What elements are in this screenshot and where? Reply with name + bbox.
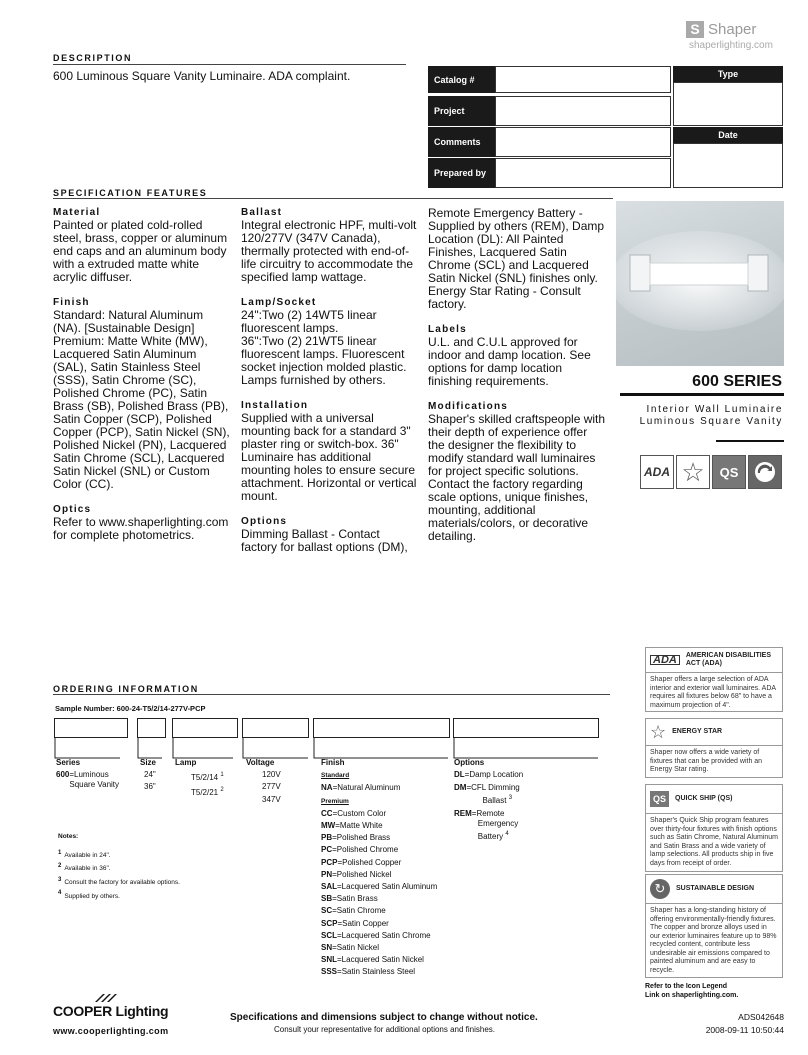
connector-lamp — [173, 738, 233, 758]
project-label-text: Project — [434, 106, 465, 116]
voltage-120: 120V — [262, 770, 281, 780]
quick-ship-info-title: QUICK SHIP (QS) — [675, 795, 733, 802]
lamp-t5-2-14: T5/2/14 — [191, 772, 219, 782]
optics-text: Refer to www.shaperlighting.com for complete photometrics. — [53, 515, 229, 542]
option-rem-line-3: Battery — [477, 831, 504, 841]
icon-legend-note-2[interactable]: Link on shaperlighting.com. — [645, 992, 739, 999]
shaper-logo-mark: S — [686, 21, 704, 38]
option-dm-code: DM — [454, 783, 467, 793]
description-heading: DESCRIPTION — [53, 53, 133, 63]
installation-title: Installation — [241, 400, 309, 411]
lamp-socket-title: Lamp/Socket — [241, 297, 317, 308]
voltage-select-box[interactable] — [242, 718, 309, 738]
finish-desc: =Lacquered Satin Aluminum — [337, 882, 438, 892]
lamp-heading: Lamp — [175, 758, 197, 767]
option-rem-line-1: =Remote — [471, 809, 505, 819]
connector-options — [454, 738, 598, 758]
recycle-arrow-icon — [753, 460, 777, 484]
project-input[interactable] — [495, 96, 671, 126]
quick-ship-info-icon: QS — [650, 791, 669, 808]
finish-desc: =Polished Copper — [337, 857, 402, 867]
series-rule — [620, 393, 784, 396]
options-heading: Options — [454, 758, 485, 767]
series-description: =Luminous Square Vanity — [69, 770, 120, 790]
spec-col-1 — [53, 207, 231, 542]
connector-voltage — [243, 738, 308, 758]
material-title: Material — [53, 207, 101, 218]
finish-code: SCL — [321, 930, 337, 940]
finish-premium-item — [321, 918, 456, 930]
lamp-socket-text: 24":Two (2) 14WT5 linear fluorescent lamps. 36":Two (2) 21WT5 linear fluorescent lamps. Fluorescent socket injection molded plastic. Lamps furnished by others. — [241, 308, 407, 387]
lamp2-footnote: 2 — [220, 787, 224, 794]
ada-info-box — [645, 647, 783, 712]
series-title: 600 SERIES — [692, 373, 782, 390]
type-header-text: Type — [717, 69, 739, 79]
finish-premium-item — [321, 820, 456, 832]
installation-text: Supplied with a universal mounting back for a standard 3" plaster ring or switch-box. 36" Luminaire has additional mounting holes to ensure secure attachment. Horizontal or vertical mount. — [241, 411, 417, 503]
finish-desc: =Satin Stainless Steel — [337, 967, 416, 977]
finish-premium-item — [321, 844, 456, 856]
connector-series — [55, 738, 120, 758]
material-text: Painted or plated cold-rolled steel, brass, copper or aluminum end caps and an aluminum body with a extruded matte white acrylic diffuser. — [53, 218, 228, 284]
finish-desc: =Matte White — [335, 821, 383, 831]
finish-premium-item — [321, 954, 456, 966]
document-id: ADS042648 — [738, 1012, 784, 1022]
voltage-heading: Voltage — [246, 758, 275, 767]
quick-ship-info-text: Shaper's Quick Ship program features over thirty-four fixtures with finish options such as Satin Chrome, Natural Aluminum and Satin Brass and a wide variety of lamp selections. All products ship in five days from receipt of order. — [646, 813, 782, 872]
spec-heading: SPECIFICATION FEATURES — [53, 188, 208, 198]
cooper-logo-text: COOPER Lighting — [53, 1003, 169, 1019]
series-select-box[interactable] — [54, 718, 128, 738]
note-text: Supplied by others. — [64, 892, 120, 900]
finish-code: SAL — [321, 882, 337, 892]
lamp-select-box[interactable] — [172, 718, 238, 738]
comments-label — [428, 127, 495, 157]
finish-desc: =Natural Aluminum — [332, 783, 401, 793]
note-text: Available in 24". — [64, 851, 111, 859]
option-dl-code: DL — [454, 770, 465, 780]
ordering-heading: ORDERING INFORMATION — [53, 684, 199, 694]
finish-code: PB — [321, 833, 333, 843]
finish-standard-heading: Standard — [321, 772, 350, 780]
finish-desc: =Lacquered Satin Nickel — [337, 955, 424, 965]
finish-desc: =Lacquered Satin Chrome — [337, 930, 431, 940]
finish-text: Standard: Natural Aluminum (NA). [Sustainable Design] Premium: Matte White (MW), Lacquered Satin Aluminum (SAL), Satin Stainless Steel (SSS), Satin Chrome (SC), Polished Chrome (PC), Satin Brass (SB), Polished Brass (PB), Satin Copper (SCP), Polished Copper (PCP), Satin Nickel (SN), Polished Nickel (PN), Lacquered Satin Chrome (SCL), Lacquered Satin Nickel (SNL) or Custom Color (CC). — [53, 308, 230, 491]
finish-code: SN — [321, 943, 333, 953]
finish-code: PN — [321, 869, 333, 879]
series-code: 600 — [56, 770, 70, 780]
finish-title: Finish — [53, 297, 90, 308]
finish-premium-item — [321, 930, 456, 942]
note-number: 3 — [58, 876, 62, 883]
shaper-logo-url: shaperlighting.com — [689, 40, 773, 51]
size-36: 36" — [144, 782, 156, 792]
ada-info-header — [646, 648, 782, 672]
energy-star-info-icon: ☆ — [650, 721, 667, 742]
quick-ship-badge-text: QS — [719, 464, 739, 480]
size-24: 24" — [144, 770, 156, 780]
finish-code: SC — [321, 906, 333, 916]
series-column — [56, 757, 136, 790]
finish-code: PCP — [321, 857, 338, 867]
option-rem-line-2: Emergency — [477, 819, 519, 829]
finish-premium-list — [321, 808, 456, 979]
size-column — [140, 757, 170, 794]
finish-standard-item — [321, 782, 456, 794]
option-dm-footnote: 3 — [508, 795, 513, 802]
finish-premium-item — [321, 808, 456, 820]
finish-premium-item — [321, 966, 456, 978]
option-rem — [454, 809, 594, 842]
option-dm-line-2: Ballast — [482, 796, 507, 806]
note-number: 1 — [58, 849, 62, 856]
connector-size — [138, 738, 162, 758]
options-title: Options — [241, 516, 288, 527]
option-dl-desc: =Damp Location — [464, 770, 524, 780]
ada-badge-icon — [640, 455, 674, 489]
finish-desc: =Polished Brass — [332, 833, 391, 843]
sustainable-info-text: Shaper has a long-standing history of offering environmentally-friendly fixtures. The copper and bronze alloys used in our exterior luminaires feature up to 98% recycled content, contribute less undesirable air emissions compared to painted aluminum and are easy to recycle. — [646, 903, 782, 979]
modifications-text: Shaper's skilled craftspeople with their depth of experience offer the designer the flexibility to modify standard wall luminaires for project specific solutions. Contact the factory regarding scale options, unique finishes, mounting, additional materials/colors, or decorative detailing. — [428, 412, 606, 543]
finish-desc: =Satin Copper — [337, 918, 389, 928]
prepared-by-label — [428, 158, 495, 188]
energy-star-badge-icon: ☆ — [676, 455, 710, 489]
spec-col-3 — [428, 207, 606, 543]
option-rem-footnote: 4 — [505, 831, 509, 838]
finish-premium-item — [321, 832, 456, 844]
cooper-logo-mark — [95, 994, 117, 1002]
options-text: Dimming Ballast - Contact factory for ballast options (DM), — [241, 527, 408, 554]
voltage-277: 277V — [262, 782, 281, 792]
connector-finish — [314, 738, 448, 758]
cooper-url[interactable]: www.cooperlighting.com — [53, 1026, 169, 1036]
sustainable-info-icon: ↻ — [650, 879, 670, 899]
note-item — [58, 888, 180, 902]
quick-ship-info-box — [645, 784, 783, 872]
finish-desc: =Polished Chrome — [332, 845, 399, 855]
finish-heading: Finish — [321, 758, 345, 767]
labels-title: Labels — [428, 324, 467, 335]
quick-ship-info-header — [646, 785, 782, 813]
finish-code: PC — [321, 845, 333, 855]
energy-star-info-title: ENERGY STAR — [672, 728, 723, 735]
icon-legend-note-1: Refer to the Icon Legend — [645, 983, 728, 990]
lamp1-footnote: 1 — [220, 772, 224, 779]
option-dm — [454, 783, 594, 806]
sustainable-info-title: SUSTAINABLE DESIGN — [676, 885, 755, 892]
series-heading: Series — [56, 758, 81, 767]
lamp-t5-2-21: T5/2/21 — [191, 787, 219, 797]
ada-badge-text: ADA — [644, 465, 670, 479]
ballast-title: Ballast — [241, 207, 283, 218]
quick-ship-badge-icon — [712, 455, 746, 489]
finish-code: CC — [321, 808, 333, 818]
spec-col-2 — [241, 207, 419, 554]
type-header — [673, 66, 783, 82]
voltage-column — [246, 757, 306, 806]
finish-code: SB — [321, 894, 333, 904]
sustainable-info-header — [646, 875, 782, 903]
notes-list — [58, 848, 180, 903]
description-text: 600 Luminous Square Vanity Luminaire. ADA complaint. — [53, 69, 351, 83]
type-input[interactable] — [673, 82, 783, 126]
shaper-logo — [686, 21, 786, 51]
ballast-text: Integral electronic HPF, multi-volt 120/277V (347V Canada), thermally protected with end-of-life circuitry to accommodate the specified lamp wattage. — [241, 218, 417, 284]
note-text: Consult the factory for available options. — [64, 878, 180, 886]
finish-premium-item — [321, 905, 456, 917]
finish-premium-item — [321, 881, 456, 893]
note-item — [58, 848, 180, 862]
energy-star-info-header — [646, 719, 782, 745]
catalog-label — [428, 66, 495, 93]
series-subtitle-1: Interior Wall Luminaire — [646, 404, 783, 415]
optics-title: Optics — [53, 504, 92, 515]
finish-desc: =Satin Nickel — [332, 943, 380, 953]
finish-code: NA — [321, 783, 333, 793]
finish-code: SNL — [321, 955, 337, 965]
sustainable-badge-icon — [748, 455, 782, 489]
project-label — [428, 96, 495, 126]
modifications-title: Modifications — [428, 401, 509, 412]
labels-text: U.L. and C.U.L approved for indoor and damp location. See options for damp location finishing requirements. — [428, 335, 591, 388]
options-column — [454, 757, 594, 842]
description-rule — [53, 64, 406, 65]
series-rule-small — [716, 440, 784, 442]
note-item — [58, 875, 180, 889]
product-photo — [616, 201, 784, 366]
notes — [58, 832, 180, 902]
size-select-box[interactable] — [137, 718, 166, 738]
spec-rule — [53, 198, 613, 199]
finish-code: SSS — [321, 967, 338, 977]
finish-desc: =Satin Chrome — [332, 906, 386, 916]
finish-premium-item — [321, 869, 456, 881]
options-continued-text: Remote Emergency Battery - Supplied by others (REM), Damp Location (DL): All Painted Finishes, Lacquered Satin Chrome (SCL) and Lacquered Satin Nickel (SNL) finishes only. Energy Star Rating - Consult factory. — [428, 206, 605, 311]
footer-consult: Consult your representative for additional options and finishes. — [274, 1025, 496, 1034]
note-text: Available in 36". — [64, 865, 111, 873]
prepared-by-label-text: Prepared by — [434, 168, 487, 178]
option-dm-line-1: =CFL Dimming — [466, 783, 520, 793]
catalog-input[interactable] — [495, 66, 671, 93]
finish-premium-item — [321, 857, 456, 869]
option-dm-desc — [466, 783, 519, 806]
sustainable-info-box — [645, 874, 783, 978]
finish-premium-item — [321, 942, 456, 954]
comments-input[interactable] — [495, 127, 671, 157]
series-subtitle-2: Luminous Square Vanity — [639, 416, 783, 427]
energy-star-info-box — [645, 718, 783, 778]
options-select-box[interactable] — [453, 718, 599, 738]
note-number: 2 — [58, 863, 62, 870]
finish-premium-item — [321, 893, 456, 905]
date-header-text: Date — [718, 130, 738, 140]
comments-label-text: Comments — [434, 137, 481, 147]
finish-desc: =Polished Nickel — [332, 869, 392, 879]
option-dl — [454, 769, 594, 781]
ordering-rule — [53, 694, 610, 695]
voltage-347: 347V — [262, 794, 281, 804]
ada-info-title: AMERICAN DISABILITIES ACT (ADA) — [685, 652, 772, 667]
option-rem-code: REM — [454, 809, 472, 819]
ada-info-text: Shaper offers a large selection of ADA interior and exterior wall luminaires. ADA requires all fixtures below 68" to have a maximum projection of 4". — [646, 672, 782, 714]
size-heading: Size — [140, 758, 157, 767]
fixture-image — [616, 201, 784, 366]
ada-info-icon: ADA — [650, 655, 680, 666]
lamp-column — [175, 757, 239, 799]
finish-desc: =Satin Brass — [332, 894, 378, 904]
finish-select-box[interactable] — [313, 718, 450, 738]
note-item — [58, 861, 180, 875]
option-rem-desc — [472, 809, 518, 842]
document-timestamp: 2008-09-11 10:50:44 — [705, 1025, 784, 1035]
finish-code: SCP — [321, 918, 338, 928]
date-input[interactable] — [673, 143, 783, 188]
sample-number: Sample Number: 600-24-T5/2/14-277V-PCP — [55, 704, 206, 713]
date-header — [673, 127, 783, 143]
prepared-by-input[interactable] — [495, 158, 671, 188]
finish-code: MW — [321, 821, 336, 831]
finish-desc: =Custom Color — [332, 808, 387, 818]
energy-star-info-text: Shaper now offers a wide variety of fixtures that can be provided with an Energy Star rating. — [646, 745, 782, 779]
shaper-logo-name: Shaper — [708, 21, 757, 38]
cooper-logo — [53, 998, 183, 1022]
note-number: 4 — [58, 890, 62, 897]
catalog-label-text: Catalog # — [434, 74, 475, 85]
notes-heading: Notes: — [58, 833, 79, 840]
finish-premium-heading: Premium — [321, 797, 349, 805]
finish-column — [321, 757, 456, 979]
footer-disclaimer: Specifications and dimensions subject to change without notice. — [230, 1012, 538, 1023]
